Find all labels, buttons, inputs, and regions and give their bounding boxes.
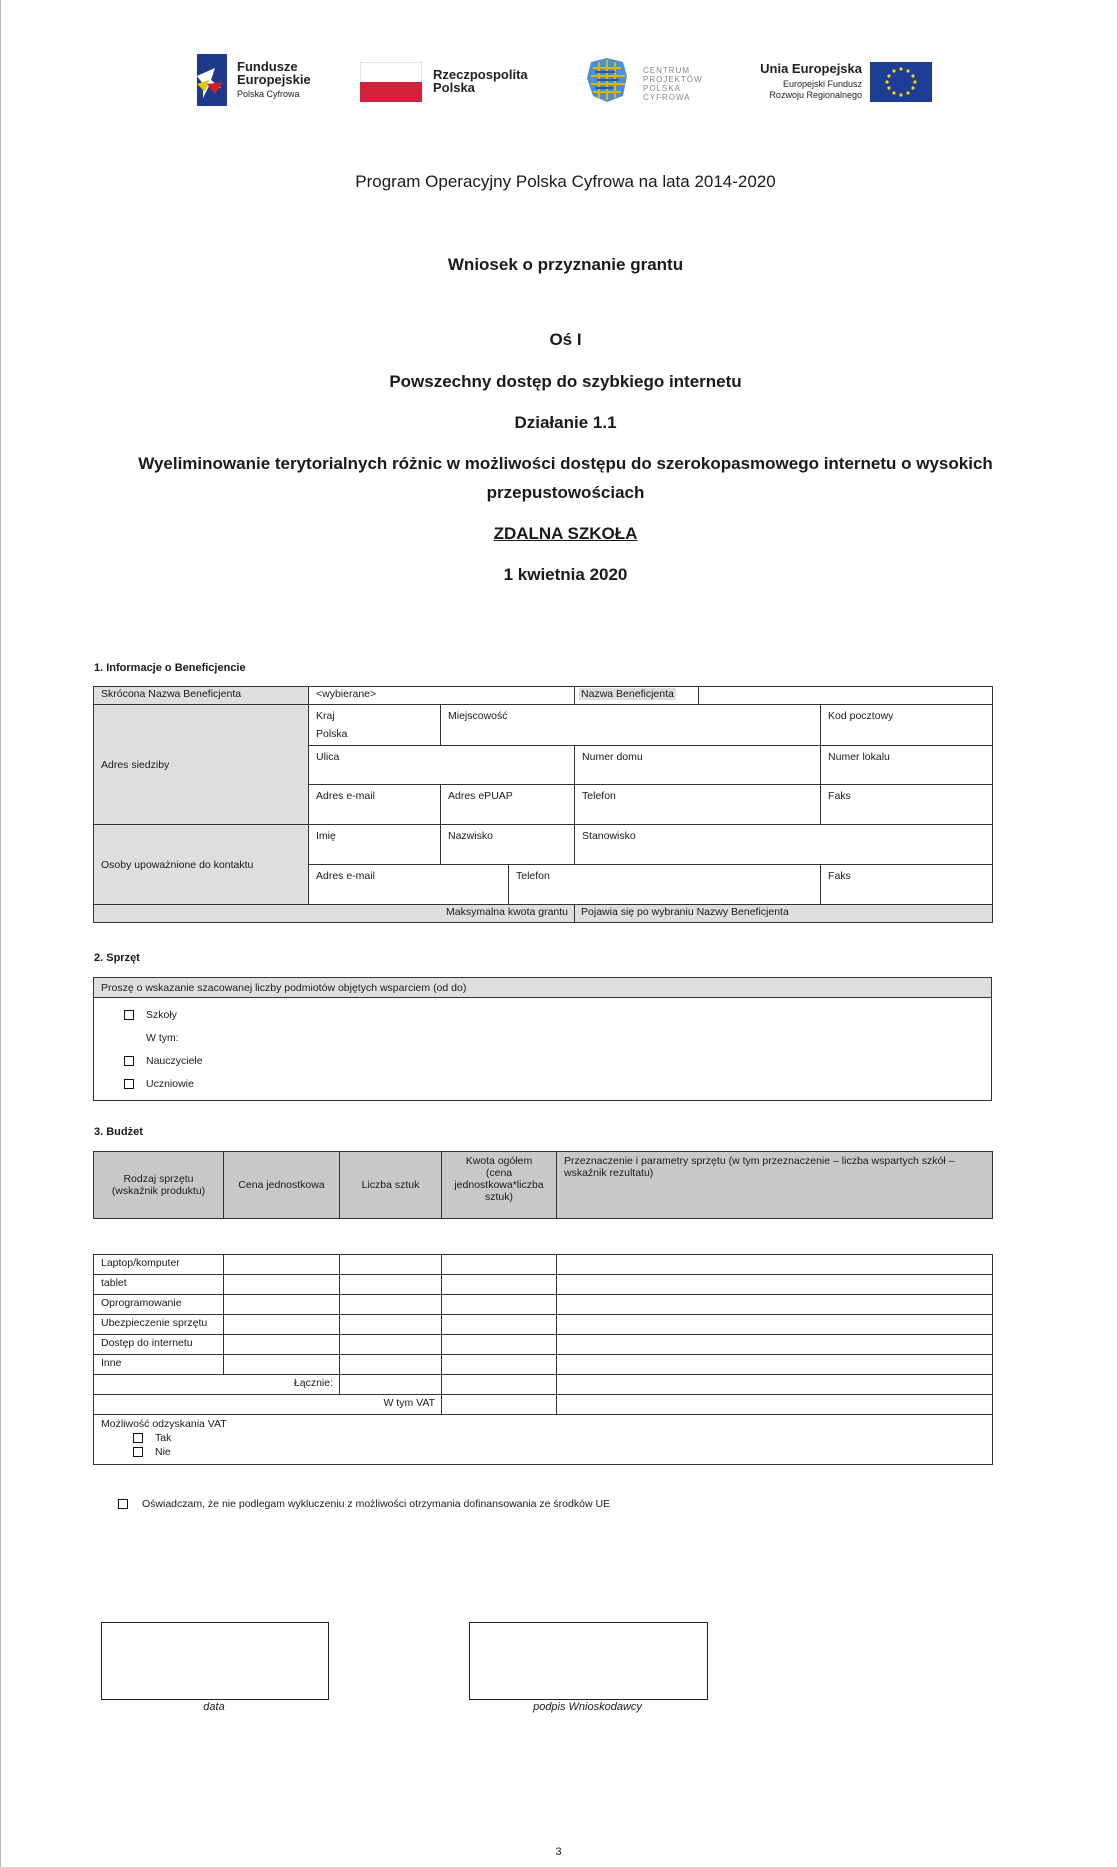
students-checkbox[interactable] [124, 1079, 134, 1089]
purpose-cell[interactable] [557, 1335, 993, 1355]
max-grant-label: Maksymalna kwota grantu [94, 905, 575, 923]
total-count-cell[interactable] [340, 1375, 442, 1395]
amount-cell[interactable] [442, 1275, 557, 1295]
postal-field[interactable]: Kod pocztowy [821, 705, 993, 746]
amount-cell[interactable] [442, 1255, 557, 1275]
full-name-label-cell [575, 687, 699, 705]
polish-flag-icon [360, 62, 422, 102]
col-purpose: Przeznaczenie i parametry sprzętu (w tym przeznaczenie – liczba wspartych szkół – wskaźnik rezultatu) [557, 1152, 993, 1219]
max-grant-value: Pojawia się po wybraniu Nazwy Beneficjenta [575, 905, 993, 923]
budget-header-table [93, 1151, 993, 1219]
logo-bar [195, 50, 935, 110]
rzeczpospolita-polska-logo [360, 50, 540, 110]
budget-table [93, 1254, 993, 1465]
date-box[interactable] [101, 1622, 329, 1700]
declaration-option[interactable] [118, 1498, 610, 1510]
signature-label: podpis Wnioskodawcy [533, 1701, 642, 1713]
total-purpose-cell[interactable] [557, 1375, 993, 1395]
equipment-header: Proszę o wskazanie szacowanej liczby podmiotów objętych wsparciem (od do) [94, 978, 992, 998]
action-name-line1: Wyeliminowanie terytorialnych różnic w możliwości dostępu do szerokopasmowego internetu o wysokich [138, 454, 993, 473]
purpose-cell[interactable] [557, 1295, 993, 1315]
rp-line2: Polska [433, 80, 475, 95]
including-label: W tym: [146, 1032, 179, 1044]
amount-cell[interactable] [442, 1315, 557, 1335]
cp-line4: CYFROWA [643, 93, 691, 102]
epuap-field[interactable]: Adres ePUAP [441, 785, 575, 825]
fe-line1: Fundusze [237, 59, 298, 74]
total-label: Łącznie: [94, 1375, 340, 1395]
contact-phone-field[interactable]: Telefon [509, 865, 821, 905]
count-cell[interactable] [340, 1255, 442, 1275]
short-name-select[interactable]: <wybierane> [309, 687, 575, 705]
budget-item-label: Ubezpieczenie sprzętu [94, 1315, 224, 1335]
fe-flag-icon [195, 54, 229, 106]
fe-sub: Polska Cyfrowa [237, 89, 300, 99]
full-name-label: Nazwa Beneficjenta [581, 688, 674, 700]
students-option[interactable] [124, 1073, 991, 1096]
declaration-text: Oświadczam, że nie podlegam wykluczeniu z możliwości otrzymania dofinansowania ze środków UE [142, 1498, 611, 1510]
axis-title: Oś I [549, 330, 582, 349]
beneficiary-table [93, 686, 993, 923]
fax-field[interactable]: Faks [821, 785, 993, 825]
col-unit-price: Cena jednostkowa [224, 1152, 340, 1219]
country-field[interactable] [309, 705, 441, 746]
ue-sub1: Europejski Fundusz [782, 79, 862, 89]
unia-europejska-logo [750, 50, 940, 110]
house-number-field[interactable]: Numer domu [575, 746, 821, 785]
col-equipment-type: Rodzaj sprzętu (wskaźnik produktu) [94, 1152, 224, 1219]
budget-item-label: tablet [94, 1275, 224, 1295]
action-title: Działanie 1.1 [514, 413, 617, 432]
unit-price-cell[interactable] [224, 1255, 340, 1275]
address-label: Adres siedziby [94, 705, 309, 825]
budget-row [94, 1275, 993, 1295]
full-name-field[interactable] [699, 687, 993, 705]
unit-price-cell[interactable] [224, 1355, 340, 1375]
vat-no-option[interactable] [101, 1445, 985, 1459]
purpose-cell[interactable] [557, 1275, 993, 1295]
budget-item-label: Dostęp do internetu [94, 1335, 224, 1355]
centrum-projektow-logo [585, 50, 715, 110]
flat-number-field[interactable]: Numer lokalu [821, 746, 993, 785]
contact-email-field[interactable]: Adres e-mail [309, 865, 509, 905]
count-cell[interactable] [340, 1275, 442, 1295]
schools-label: Szkoły [146, 1009, 177, 1021]
unit-price-cell[interactable] [224, 1295, 340, 1315]
program-title: Program Operacyjny Polska Cyfrowa na lata 2014-2020 [355, 172, 776, 191]
ue-title: Unia Europejska [760, 61, 862, 76]
count-cell[interactable] [340, 1355, 442, 1375]
count-cell[interactable] [340, 1335, 442, 1355]
contact-fax-field[interactable]: Faks [821, 865, 993, 905]
cp-line3: POLSKA [643, 84, 682, 93]
vat-yes-checkbox[interactable] [133, 1433, 143, 1443]
schools-checkbox[interactable] [124, 1010, 134, 1020]
teachers-checkbox[interactable] [124, 1056, 134, 1066]
equipment-table [93, 977, 992, 1101]
rp-line1: Rzeczpospolita [433, 67, 528, 82]
budget-item-label: Inne [94, 1355, 224, 1375]
vat-no-label: Nie [155, 1446, 171, 1458]
contact-label: Osoby upoważnione do kontaktu [94, 825, 309, 905]
purpose-cell[interactable] [557, 1355, 993, 1375]
position-field[interactable]: Stanowisko [575, 825, 993, 865]
purpose-cell[interactable] [557, 1255, 993, 1275]
col-total-line2: (cena jednostkowa*liczba sztuk) [454, 1167, 544, 1203]
axis-name: Powszechny dostęp do szybkiego internetu [389, 372, 742, 391]
budget-row [94, 1255, 993, 1275]
vat-recovery-cell [94, 1415, 993, 1465]
budget-row [94, 1315, 993, 1335]
city-field[interactable]: Miejscowość [441, 705, 821, 746]
vat-amount-cell[interactable] [442, 1395, 557, 1415]
vat-yes-option[interactable] [101, 1431, 985, 1445]
short-name-label: Skrócona Nazwa Beneficjenta [94, 687, 309, 705]
first-name-field[interactable]: Imię [309, 825, 441, 865]
purpose-cell[interactable] [557, 1315, 993, 1335]
ue-sub2: Rozwoju Regionalnego [769, 90, 862, 100]
country-value: Polska [316, 728, 348, 740]
form-title: Wniosek o przyznanie grantu [447, 255, 684, 274]
budget-row [94, 1295, 993, 1315]
total-amount-cell[interactable] [442, 1375, 557, 1395]
teachers-option[interactable] [124, 1050, 991, 1073]
col-total-line1: Kwota ogółem [465, 1155, 533, 1167]
section3-title: 3. Budżet [94, 1126, 143, 1138]
signature-box[interactable] [469, 1622, 708, 1700]
unit-price-cell[interactable] [224, 1315, 340, 1335]
program-name: ZDALNA SZKOŁA [493, 524, 638, 543]
students-label: Uczniowie [146, 1078, 194, 1090]
col-total [442, 1152, 557, 1219]
amount-cell[interactable] [442, 1355, 557, 1375]
cp-line2: PROJEKTÓW [643, 75, 703, 84]
col-count: Liczba sztuk [340, 1152, 442, 1219]
count-cell[interactable] [340, 1295, 442, 1315]
vat-no-checkbox[interactable] [133, 1447, 143, 1457]
phone-field[interactable]: Telefon [575, 785, 821, 825]
count-cell[interactable] [340, 1315, 442, 1335]
vat-yes-label: Tak [155, 1432, 172, 1444]
section2-title: 2. Sprzęt [94, 952, 140, 964]
budget-row [94, 1355, 993, 1375]
budget-item-label: Oprogramowanie [94, 1295, 224, 1315]
budget-row [94, 1335, 993, 1355]
street-field[interactable]: Ulica [309, 746, 575, 785]
section1-title: 1. Informacje o Beneficjencie [94, 662, 246, 674]
page-edge [0, 0, 1, 1867]
vat-purpose-cell[interactable] [557, 1395, 993, 1415]
amount-cell[interactable] [442, 1335, 557, 1355]
unit-price-cell[interactable] [224, 1275, 340, 1295]
budget-rows [94, 1255, 993, 1375]
country-label: Kraj [316, 710, 335, 722]
cppc-map-icon [585, 56, 629, 104]
date-label: data [203, 1701, 225, 1713]
schools-option[interactable] [124, 1004, 991, 1027]
fundusze-europejskie-logo [195, 50, 325, 110]
cp-line1: CENTRUM [643, 66, 690, 75]
page-number: 3 [555, 1846, 562, 1858]
action-name-line2: przepustowościach [486, 483, 645, 502]
amount-cell[interactable] [442, 1295, 557, 1315]
vat-recovery-label: Możliwość odzyskania VAT [101, 1418, 227, 1430]
equipment-options [94, 998, 992, 1101]
budget-item-label: Laptop/komputer [94, 1255, 224, 1275]
document-date: 1 kwietnia 2020 [503, 565, 628, 584]
declaration-checkbox[interactable] [118, 1499, 128, 1509]
teachers-label: Nauczyciele [146, 1055, 203, 1067]
unit-price-cell[interactable] [224, 1335, 340, 1355]
vat-label: W tym VAT [94, 1395, 442, 1415]
fe-line2: Europejskie [237, 72, 311, 87]
last-name-field[interactable]: Nazwisko [441, 825, 575, 865]
email-field[interactable]: Adres e-mail [309, 785, 441, 825]
eu-flag-icon [870, 62, 932, 102]
